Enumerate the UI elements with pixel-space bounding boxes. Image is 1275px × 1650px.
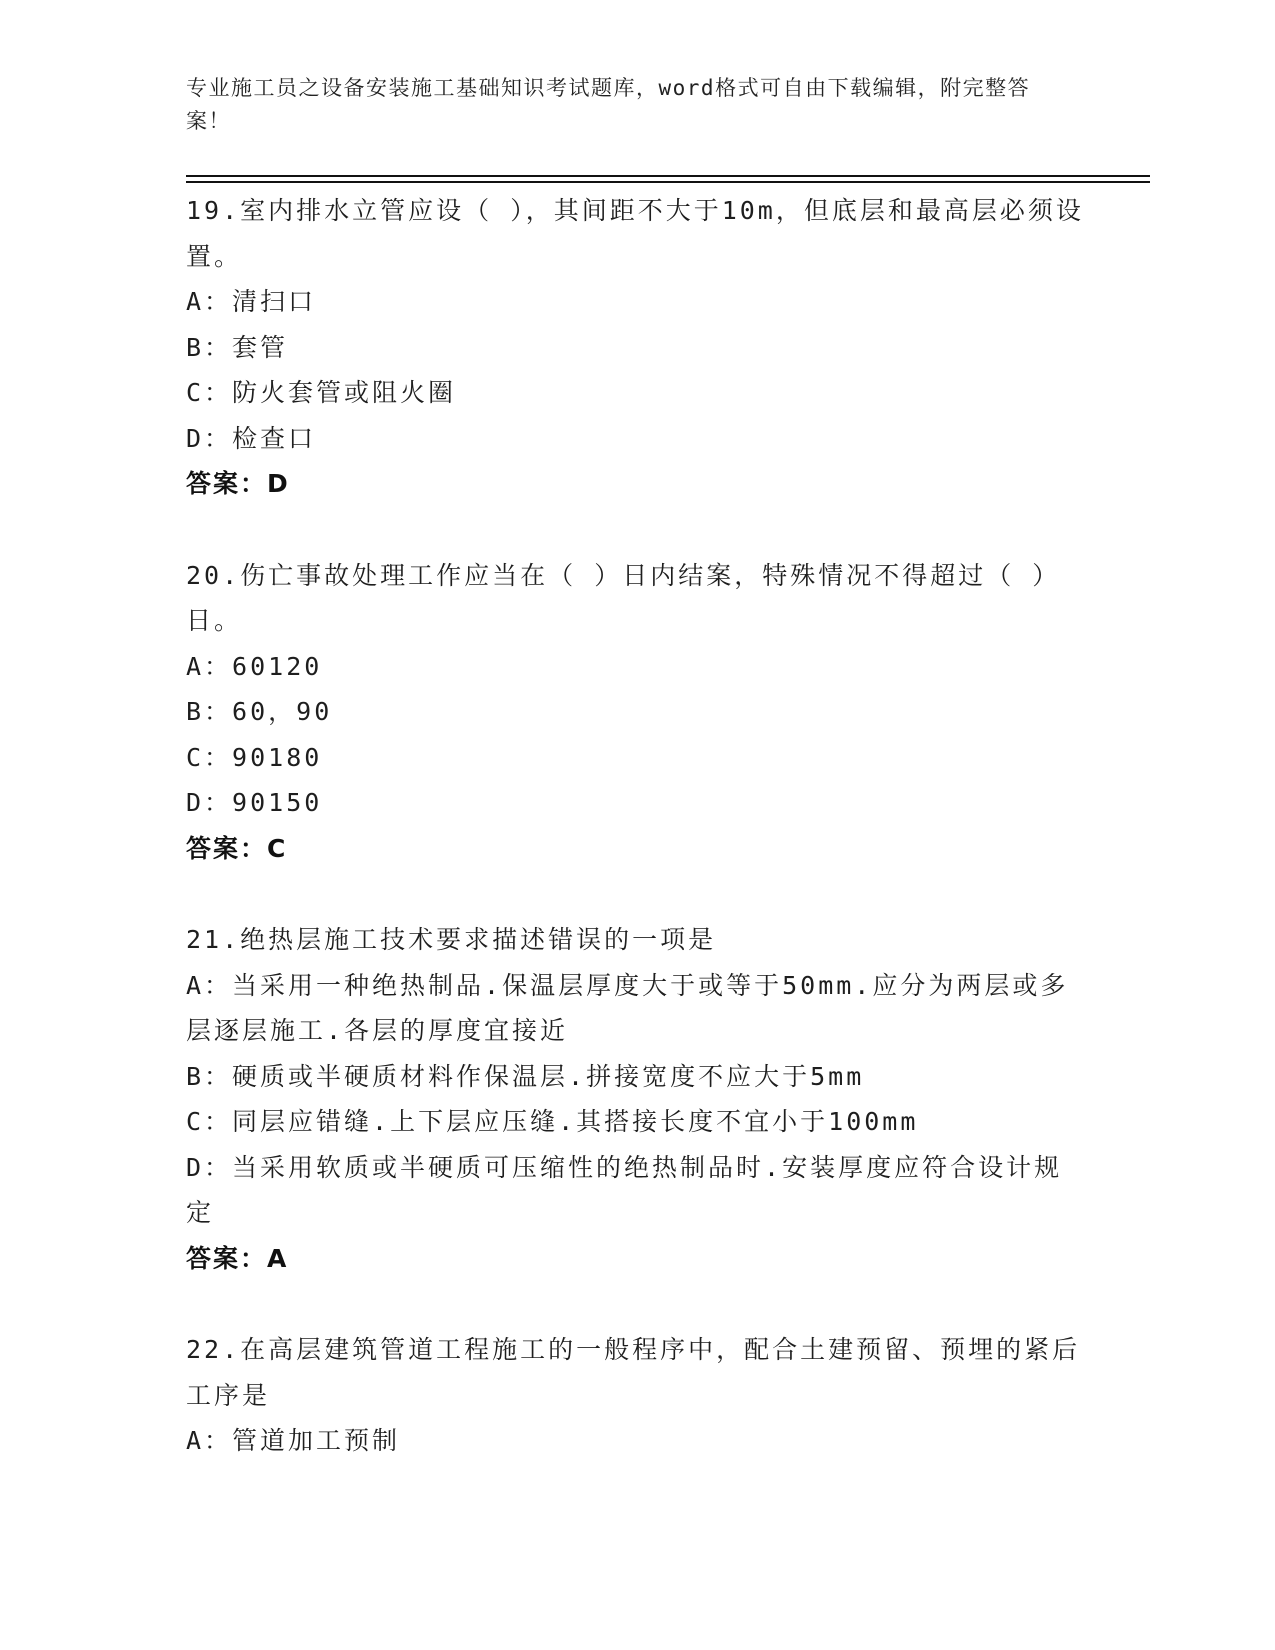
option-a: A：清扫口 (186, 287, 317, 316)
option-c: C：90180 (186, 742, 323, 772)
header-rule-bottom (186, 181, 1150, 183)
option-d: D：当采用软质或半硬质可压缩性的绝热制品时.安装厚度应符合设计规定 (186, 1152, 1063, 1227)
question-list (186, 188, 1086, 1510)
option-d: D：检查口 (186, 423, 317, 453)
question-text: 21.绝热层施工技术要求描述错误的一项是 (186, 925, 717, 954)
option-d: D：90150 (186, 788, 323, 817)
question-text: 20.伤亡事故处理工作应当在（ ）日内结案，特殊情况不得超过（ ）日。 (186, 560, 1061, 635)
option-b: B：60，90 (186, 697, 333, 726)
answer: 答案：D (186, 469, 290, 498)
header-rule-top (186, 175, 1150, 177)
answer: 答案：C (186, 833, 288, 863)
document-header (186, 72, 1066, 138)
question-text: 22.在高层建筑管道工程施工的一般程序中，配合土建预留、预埋的紧后工序是 (186, 1335, 1081, 1410)
option-b: B：套管 (186, 332, 289, 362)
question-21 (186, 917, 1086, 1281)
question-22 (186, 1327, 1086, 1464)
option-b: B：硬质或半硬质材料作保温层.拼接宽度不应大于5mm (186, 1061, 865, 1091)
question-19 (186, 188, 1086, 507)
answer: 答案：A (186, 1243, 289, 1273)
option-a: A：当采用一种绝热制品.保温层厚度大于或等于50mm.应分为两层或多层逐层施工.各层的厚度宜接近 (186, 970, 1069, 1045)
question-20 (186, 553, 1086, 872)
header-title: 专业施工员之设备安装施工基础知识考试题库，word格式可自由下载编辑，附完整答案！ (186, 76, 1031, 133)
option-c: C：防火套管或阻火圈 (186, 378, 457, 407)
question-text: 19.室内排水立管应设（ ），其间距不大于10m，但底层和最高层必须设置。 (186, 196, 1084, 271)
option-a: A：管道加工预制 (186, 1426, 401, 1455)
option-a: A：60120 (186, 651, 323, 681)
option-c: C：同层应错缝.上下层应压缝.其搭接长度不宜小于100mm (186, 1107, 919, 1136)
